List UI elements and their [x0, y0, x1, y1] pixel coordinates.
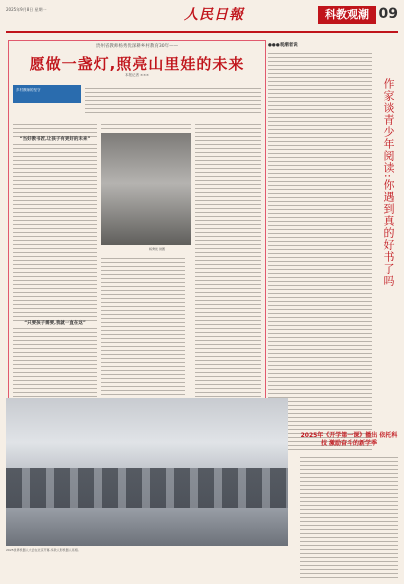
intro-text — [85, 85, 261, 113]
text-column-mid-top — [101, 121, 191, 131]
subheading-2: “只要孩子需要,我就一直在这” — [13, 321, 97, 327]
section-badge: 科教观潮 — [318, 6, 376, 24]
article-byline: 本报记者 ××× — [125, 73, 149, 77]
article-kicker: 贵州省教师杨秀优深耕乡村教育30年—— — [95, 44, 179, 49]
masthead — [6, 2, 398, 32]
side-column-title: ●●●观潮者说 — [268, 43, 298, 48]
side-column — [268, 40, 398, 460]
article-headline: 愿做一盏灯,照亮山里娃的未来 — [29, 55, 245, 73]
side-text — [268, 50, 372, 450]
bottom-right-article[interactable] — [300, 428, 398, 578]
subheading-1: “当好教书匠,让孩子有更好的未来” — [13, 137, 97, 143]
portrait-photo — [101, 133, 191, 245]
side-vertical-headline: 作家谈青少年阅读:你遇到真的好书了吗 — [382, 78, 395, 287]
page-number: 09 — [378, 6, 398, 22]
paper-logo: 人民日報 — [184, 7, 244, 23]
masthead-rule — [6, 31, 398, 33]
bottom-right-text — [300, 454, 398, 578]
text-column-mid — [101, 255, 185, 401]
photo-caption: 杨秀优 供图 — [149, 247, 165, 251]
issue-date: 2025年9月8日 星期一 — [6, 7, 47, 12]
robot-caption: 2025世界机器人大会在北京开幕,多款人形机器人亮相。 — [6, 548, 81, 552]
bottom-right-headline: 2025年《开学第一课》播出 依托科技 激励奋斗的新学季 — [300, 432, 398, 447]
robot-photo — [6, 398, 288, 546]
highlight-box: 乡村教师的坚守 — [13, 85, 81, 103]
